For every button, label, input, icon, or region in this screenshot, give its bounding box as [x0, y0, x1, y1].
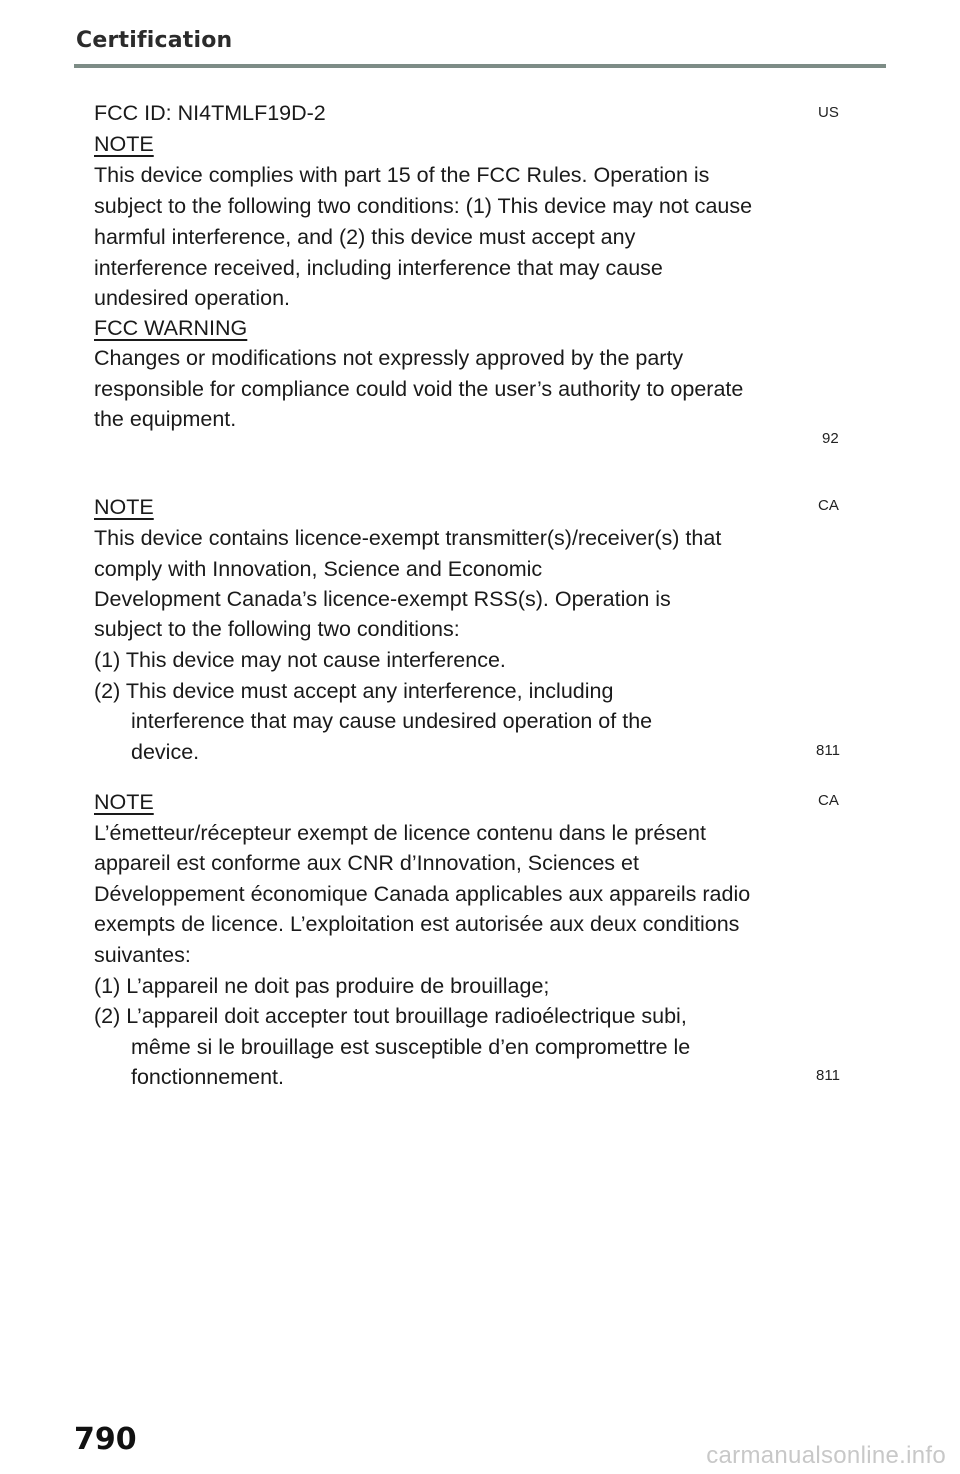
- condition-item-continuation: interference that may cause undesired operation of the: [131, 709, 653, 733]
- condition-item: (1) L’appareil ne doit pas produire de brouillage;: [94, 974, 550, 998]
- condition-item: (2) This device must accept any interference, including: [94, 679, 614, 703]
- reference-number: 92: [822, 430, 839, 447]
- condition-item: (1) This device may not cause interference.: [94, 648, 506, 672]
- condition-item-continuation: device.: [131, 740, 200, 764]
- text-line: interference received, including interference that may cause: [94, 256, 663, 280]
- region-tag-us: US: [818, 104, 839, 121]
- text-line: undesired operation.: [94, 286, 291, 310]
- section-ca-english: [94, 492, 814, 772]
- text-line: harmful interference, and (2) this device must accept any: [94, 225, 636, 249]
- page-number: 790: [74, 1422, 137, 1457]
- header-divider: [74, 64, 886, 68]
- condition-item-continuation: fonctionnement.: [131, 1065, 284, 1089]
- text-line: This device complies with part 15 of the FCC Rules. Operation is: [94, 163, 710, 187]
- reference-number: 811: [816, 742, 840, 759]
- text-line: comply with Innovation, Science and Economic: [94, 557, 543, 581]
- region-tag-ca: CA: [818, 497, 839, 514]
- reference-number: 811: [816, 1067, 840, 1084]
- text-line: Changes or modifications not expressly approved by the party: [94, 346, 684, 370]
- condition-item-continuation: même si le brouillage est susceptible d’en compromettre le: [131, 1035, 691, 1059]
- condition-item: (2) L’appareil doit accepter tout brouillage radioélectrique subi,: [94, 1004, 687, 1028]
- text-line: subject to the following two conditions: (1) This device may not cause: [94, 194, 753, 218]
- fcc-id-line: FCC ID: NI4TMLF19D-2: [94, 101, 326, 125]
- text-line: suivantes:: [94, 943, 191, 967]
- section-ca-french: [94, 787, 814, 1097]
- text-line: Développement économique Canada applicables aux appareils radio: [94, 882, 751, 906]
- fcc-warning-heading: FCC WARNING: [94, 316, 248, 340]
- text-line: Development Canada’s licence-exempt RSS(s). Operation is: [94, 587, 671, 611]
- text-line: appareil est conforme aux CNR d’Innovation, Sciences et: [94, 851, 639, 875]
- section-us: [94, 98, 814, 438]
- watermark-text: carmanualsonline.info: [706, 1442, 946, 1469]
- text-line: This device contains licence-exempt transmitter(s)/receiver(s) that: [94, 526, 722, 550]
- note-heading: NOTE: [94, 132, 154, 156]
- text-line: exempts de licence. L’exploitation est autorisée aux deux conditions: [94, 912, 740, 936]
- note-heading: NOTE: [94, 495, 154, 519]
- text-line: L’émetteur/récepteur exempt de licence contenu dans le présent: [94, 821, 706, 845]
- text-line: subject to the following two conditions:: [94, 617, 460, 641]
- page-header-title: Certification: [76, 28, 233, 53]
- region-tag-ca: CA: [818, 792, 839, 809]
- text-line: responsible for compliance could void the user’s authority to operate: [94, 377, 744, 401]
- text-line: the equipment.: [94, 407, 237, 431]
- note-heading: NOTE: [94, 790, 154, 814]
